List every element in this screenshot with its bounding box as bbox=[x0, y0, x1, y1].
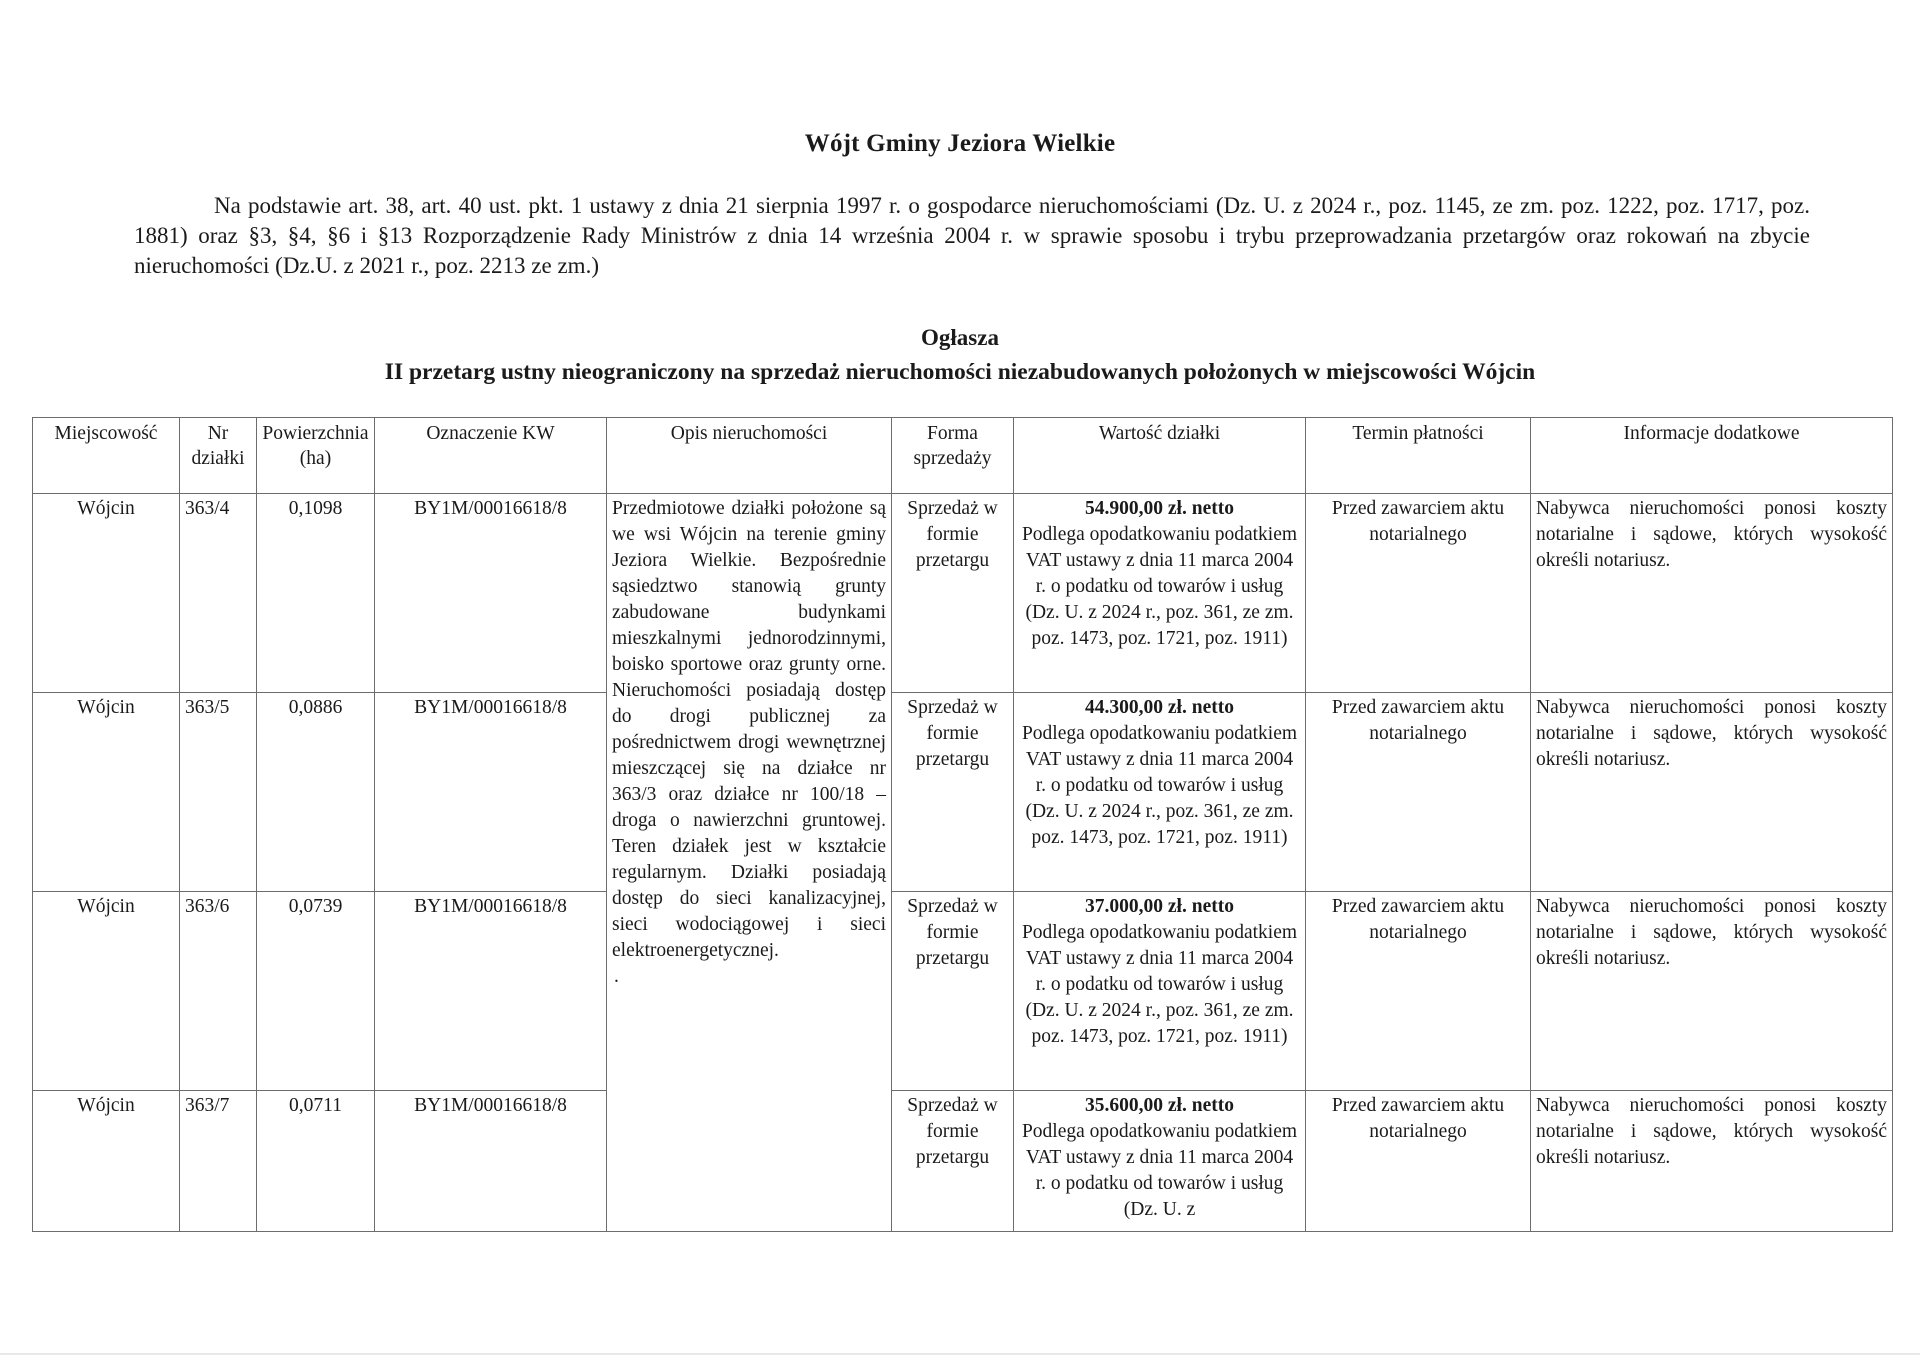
header-informacje: Informacje dodatkowe bbox=[1531, 418, 1893, 494]
table-row bbox=[33, 693, 1893, 892]
cell-termin: Przed zawarciem aktu notarialnego bbox=[1306, 693, 1531, 892]
cell-informacje: Nabywca nieruchomości ponosi koszty notarialne i sądowe, których wysokość określi notariusz. bbox=[1531, 1091, 1893, 1232]
table-row bbox=[33, 494, 1893, 693]
price-value: 37.000,00 zł. netto bbox=[1085, 896, 1234, 917]
announcement-heading-block bbox=[0, 320, 1920, 390]
cell-nr-dzialki: 363/7 bbox=[180, 1091, 257, 1232]
cell-powierzchnia: 0,0886 bbox=[257, 693, 375, 892]
header-wartosc: Wartość działki bbox=[1014, 418, 1306, 494]
price-value: 44.300,00 zł. netto bbox=[1085, 697, 1234, 718]
cell-miejscowosc: Wójcin bbox=[33, 494, 180, 693]
cell-nr-dzialki: 363/4 bbox=[180, 494, 257, 693]
description-trailing-mark: . bbox=[614, 966, 619, 987]
property-table bbox=[32, 417, 1893, 1232]
cell-miejscowosc: Wójcin bbox=[33, 892, 180, 1091]
cell-miejscowosc: Wójcin bbox=[33, 1091, 180, 1232]
cell-powierzchnia: 0,0711 bbox=[257, 1091, 375, 1232]
cell-miejscowosc: Wójcin bbox=[33, 693, 180, 892]
vat-note: Podlega opodatkowaniu podatkiem VAT ustawy z dnia 11 marca 2004 r. o podatku od towarów i usług (Dz. U. z 2024 r., poz. 361, ze zm. poz. 1473, poz. 1721, poz. 1911) bbox=[1021, 524, 1298, 649]
announcement-subheading: II przetarg ustny nieograniczony na sprzedaż nieruchomości niezabudowanych położonych w miejscowości Wójcin bbox=[384, 359, 1536, 385]
cell-termin: Przed zawarciem aktu notarialnego bbox=[1306, 1091, 1531, 1232]
cell-termin: Przed zawarciem aktu notarialnego bbox=[1306, 494, 1531, 693]
cell-nr-dzialki: 363/6 bbox=[180, 892, 257, 1091]
header-powierzchnia: Powierzchnia (ha) bbox=[257, 418, 375, 494]
header-opis: Opis nieruchomości bbox=[607, 418, 892, 494]
table-header-row bbox=[33, 418, 1893, 494]
cell-nr-dzialki: 363/5 bbox=[180, 693, 257, 892]
vat-note: Podlega opodatkowaniu podatkiem VAT ustawy z dnia 11 marca 2004 r. o podatku od towarów i usług (Dz. U. z bbox=[1021, 1121, 1298, 1220]
header-termin: Termin płatności bbox=[1306, 418, 1531, 494]
cell-oznaczenie-kw: BY1M/00016618/8 bbox=[375, 693, 607, 892]
cell-wartosc bbox=[1014, 892, 1306, 1091]
table-row bbox=[33, 892, 1893, 1091]
cell-forma-sprzedazy: Sprzedaż w formie przetargu bbox=[892, 892, 1014, 1091]
header-nr-dzialki: Nr działki bbox=[180, 418, 257, 494]
header-miejscowosc: Miejscowość bbox=[33, 418, 180, 494]
page-bottom-edge bbox=[0, 1353, 1920, 1355]
vat-note: Podlega opodatkowaniu podatkiem VAT ustawy z dnia 11 marca 2004 r. o podatku od towarów i usług (Dz. U. z 2024 r., poz. 361, ze zm. poz. 1473, poz. 1721, poz. 1911) bbox=[1021, 723, 1298, 848]
cell-forma-sprzedazy: Sprzedaż w formie przetargu bbox=[892, 494, 1014, 693]
cell-oznaczenie-kw: BY1M/00016618/8 bbox=[375, 1091, 607, 1232]
table-row bbox=[33, 1091, 1893, 1232]
cell-oznaczenie-kw: BY1M/00016618/8 bbox=[375, 494, 607, 693]
cell-wartosc bbox=[1014, 1091, 1306, 1232]
vat-note: Podlega opodatkowaniu podatkiem VAT ustawy z dnia 11 marca 2004 r. o podatku od towarów i usług (Dz. U. z 2024 r., poz. 361, ze zm. poz. 1473, poz. 1721, poz. 1911) bbox=[1021, 922, 1298, 1047]
cell-wartosc bbox=[1014, 494, 1306, 693]
cell-opis-nieruchomosci bbox=[607, 494, 892, 1232]
cell-informacje: Nabywca nieruchomości ponosi koszty notarialne i sądowe, których wysokość określi notariusz. bbox=[1531, 693, 1893, 892]
header-forma: Forma sprzedaży bbox=[892, 418, 1014, 494]
price-value: 54.900,00 zł. netto bbox=[1085, 498, 1234, 519]
cell-informacje: Nabywca nieruchomości ponosi koszty notarialne i sądowe, których wysokość określi notariusz. bbox=[1531, 892, 1893, 1091]
announcement-heading: Ogłasza bbox=[921, 325, 999, 350]
cell-forma-sprzedazy: Sprzedaż w formie przetargu bbox=[892, 1091, 1014, 1232]
cell-termin: Przed zawarciem aktu notarialnego bbox=[1306, 892, 1531, 1091]
document-title: Wójt Gminy Jeziora Wielkie bbox=[804, 130, 1116, 157]
cell-powierzchnia: 0,1098 bbox=[257, 494, 375, 693]
property-description-text: Przedmiotowe działki położone są we wsi Wójcin na terenie gminy Jeziora Wielkie. Bezpośrednie sąsiedztwo stanowią grunty zabudowane budynkami mieszkalnymi jednorodzinnymi, boisko sportowe oraz grunty orne. Nieruchomości posiadają dostęp do drogi publicznej za pośrednictwem drogi wewnętrznej mieszczącej się na działce nr 363/3 oraz działce nr 100/18 – droga o nawierzchni gruntowej. Teren działek jest w kształcie regularnym. Działki posiadają dostęp do sieci kanalizacyjnej, sieci wodociągowej i sieci elektroenergetycznej. bbox=[612, 498, 886, 961]
legal-basis-paragraph: Na podstawie art. 38, art. 40 ust. pkt. 1 ustawy z dnia 21 sierpnia 1997 r. o gospodarce nieruchomościami (Dz. U. z 2024 r., poz. 1145, ze zm. poz. 1222, poz. 1717, poz. 1881) oraz §3, §4, §6 i §13 Rozporządzenie Rady Ministrów z dnia 14 września 2004 r. w sprawie sposobu i trybu przeprowadzania przetargów oraz rokowań na zbycie nieruchomości (Dz.U. z 2021 r., poz. 2213 ze zm.) bbox=[134, 193, 1810, 278]
cell-forma-sprzedazy: Sprzedaż w formie przetargu bbox=[892, 693, 1014, 892]
cell-oznaczenie-kw: BY1M/00016618/8 bbox=[375, 892, 607, 1091]
cell-informacje: Nabywca nieruchomości ponosi koszty notarialne i sądowe, których wysokość określi notariusz. bbox=[1531, 494, 1893, 693]
cell-powierzchnia: 0,0739 bbox=[257, 892, 375, 1091]
price-value: 35.600,00 zł. netto bbox=[1085, 1095, 1234, 1116]
cell-wartosc bbox=[1014, 693, 1306, 892]
header-oznaczenie-kw: Oznaczenie KW bbox=[375, 418, 607, 494]
